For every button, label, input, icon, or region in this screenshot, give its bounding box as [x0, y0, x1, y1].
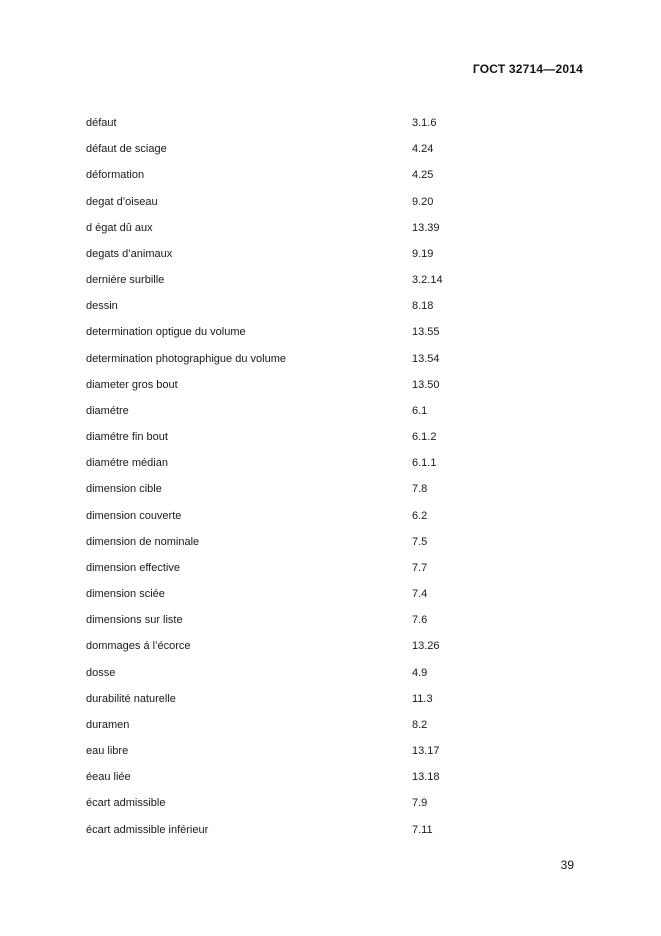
index-row: [0, 558, 661, 584]
index-row: [0, 610, 661, 636]
index-reference: 3.1.6: [412, 117, 437, 129]
index-row: [0, 715, 661, 741]
index-term: déformation: [86, 169, 145, 182]
index-reference: 6.1.2: [412, 431, 437, 444]
index-term: dimensions sur liste: [86, 614, 183, 627]
index-term: dessin: [86, 300, 118, 313]
term-index-list: [0, 113, 661, 846]
index-reference: 13.50: [412, 378, 440, 391]
index-term: dommages á l’écorce: [86, 640, 191, 653]
index-term: diamétre fin bout: [86, 431, 168, 444]
index-term: diameter gros bout: [86, 378, 178, 391]
index-term: écart admissible inférieur: [86, 823, 209, 836]
index-reference: 11.3: [412, 692, 433, 705]
index-reference: 8.18: [412, 300, 434, 313]
page-number: 39: [560, 858, 574, 872]
index-row: [0, 663, 661, 689]
index-row: [0, 349, 661, 375]
index-term: diamétre médian: [86, 457, 168, 470]
index-row: [0, 479, 661, 505]
index-row: [0, 192, 661, 218]
index-reference: 13.18: [412, 771, 440, 784]
index-term: duramen: [86, 718, 130, 731]
index-reference: 13.26: [412, 640, 440, 653]
index-row: [0, 427, 661, 453]
index-reference: 13.17: [412, 745, 440, 758]
index-row: [0, 244, 661, 270]
index-term: dimension couverte: [86, 509, 182, 522]
index-term: défaut de sciage: [86, 143, 167, 156]
index-reference: 8.2: [412, 718, 428, 731]
index-reference: 6.1: [412, 404, 428, 417]
index-term: dosse: [86, 666, 116, 679]
index-reference: 9.19: [412, 247, 434, 260]
index-reference: 13.55: [412, 326, 440, 339]
index-reference: 9.20: [412, 195, 434, 208]
index-row: [0, 113, 661, 139]
index-term: determination photographigue du volume: [86, 352, 286, 365]
index-reference: 3.2.14: [412, 274, 443, 287]
index-reference: 6.1.1: [412, 457, 437, 470]
index-row: [0, 375, 661, 401]
index-reference: 4.24: [412, 143, 434, 156]
standard-code-header: ГОСТ 32714—2014: [472, 62, 583, 76]
index-reference: 13.39: [412, 221, 440, 234]
index-term: dimension sciée: [86, 588, 165, 601]
index-term: d égat dû aux: [86, 221, 153, 234]
index-row: [0, 689, 661, 715]
index-reference: 7.4: [412, 588, 428, 601]
index-row: [0, 218, 661, 244]
index-reference: 7.6: [412, 614, 428, 627]
index-reference: 7.5: [412, 535, 428, 548]
index-row: [0, 636, 661, 662]
index-row: [0, 139, 661, 165]
index-row: [0, 532, 661, 558]
index-term: degat d’oiseau: [86, 195, 158, 208]
index-row: [0, 296, 661, 322]
index-row: [0, 767, 661, 793]
index-row: [0, 270, 661, 296]
index-row: [0, 506, 661, 532]
index-row: [0, 820, 661, 846]
index-term: éeau liée: [86, 771, 131, 784]
index-term: dimension de nominale: [86, 535, 200, 548]
index-reference: 7.7: [412, 561, 428, 574]
index-row: [0, 165, 661, 191]
index-term: durabilité naturelle: [86, 692, 176, 705]
index-reference: 13.54: [412, 352, 440, 365]
index-reference: 7.9: [412, 797, 428, 810]
index-reference: 7.8: [412, 483, 428, 496]
index-term: determination optigue du volume: [86, 326, 246, 339]
index-row: [0, 793, 661, 819]
index-reference: 6.2: [412, 509, 428, 522]
index-term: écart admissible: [86, 797, 166, 810]
index-reference: 7.11: [412, 823, 433, 836]
index-term: défaut: [86, 117, 117, 129]
index-term: diamétre: [86, 404, 129, 417]
index-term: dimension cible: [86, 483, 162, 496]
index-row: [0, 741, 661, 767]
index-row: [0, 453, 661, 479]
index-row: [0, 322, 661, 348]
index-row: [0, 584, 661, 610]
index-reference: 4.25: [412, 169, 434, 182]
index-term: derniére surbille: [86, 274, 165, 287]
index-term: dimension effective: [86, 561, 180, 574]
index-term: eau libre: [86, 745, 129, 758]
index-reference: 4.9: [412, 666, 428, 679]
index-row: [0, 401, 661, 427]
index-term: degats d’animaux: [86, 247, 173, 260]
